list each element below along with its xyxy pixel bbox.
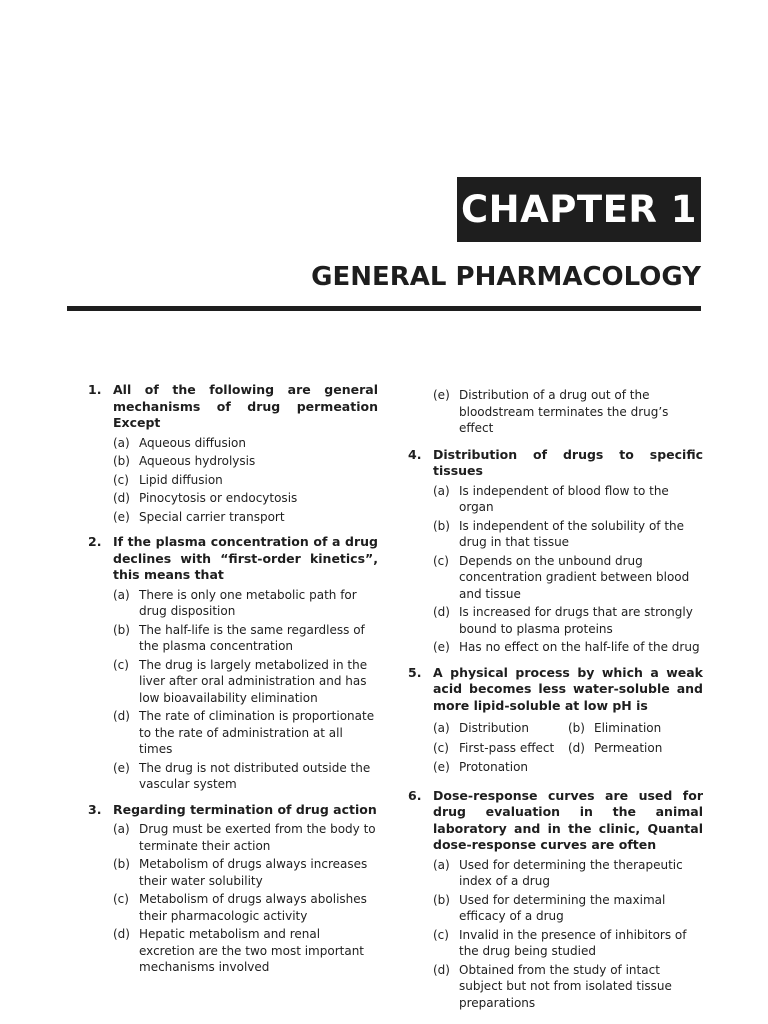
option-text: Metabolism of drugs always increases their water solubility xyxy=(139,857,368,888)
option-letter: (a) xyxy=(113,587,130,602)
chapter-label: CHAPTER 1 xyxy=(457,177,701,242)
option xyxy=(433,962,703,1012)
option-text: The half-life is the same regardless of the plasma concentration xyxy=(139,622,365,653)
option-text: Aqueous diffusion xyxy=(139,435,246,450)
option xyxy=(113,657,378,707)
option-letter: (d) xyxy=(113,709,130,723)
option-letter: (a) xyxy=(433,857,450,872)
option xyxy=(113,760,378,793)
option-text: Metabolism of drugs always abolishes their pharmacologic activity xyxy=(139,892,367,923)
option xyxy=(433,553,703,603)
section-title: GENERAL PHARMACOLOGY xyxy=(311,262,701,292)
question-number: 6. xyxy=(408,787,422,803)
option xyxy=(433,927,703,960)
option-text: Is independent of blood flow to the organ xyxy=(459,483,669,514)
option-letter: (d) xyxy=(568,740,585,755)
option-text: Elimination xyxy=(594,721,662,735)
option xyxy=(113,490,378,507)
option-letter: (b) xyxy=(433,518,450,533)
option xyxy=(433,857,703,890)
option xyxy=(433,740,568,757)
option xyxy=(113,453,378,470)
option-letter: (a) xyxy=(113,435,130,450)
option-text: Distribution of a drug out of the bloodstream terminates the drug’s effect xyxy=(459,388,669,435)
option xyxy=(433,604,703,637)
option-text: Invalid in the presence of inhibitors of the drug being studied xyxy=(459,927,687,958)
option-text: The rate of climination is proportionate to the rate of administration at all times xyxy=(139,709,375,756)
option-letter: (e) xyxy=(113,509,130,524)
option xyxy=(113,622,378,655)
question-number: 4. xyxy=(408,446,422,462)
question-number: 1. xyxy=(88,382,102,397)
option-letter: (d) xyxy=(433,605,450,619)
option-text: Protonation xyxy=(459,760,529,774)
option-text: Is increased for drugs that are strongly bound to plasma proteins xyxy=(459,605,693,636)
question-number: 5. xyxy=(408,664,422,680)
question-text: A physical process by which a weak acid becomes less water-soluble and more lipid-soluble at low pH is xyxy=(433,664,703,713)
option xyxy=(113,891,378,924)
option xyxy=(433,892,703,925)
question-5 xyxy=(408,665,703,779)
option-letter: (d) xyxy=(433,962,450,977)
option-letter: (b) xyxy=(433,892,450,907)
option-text: Pinocytosis or endocytosis xyxy=(139,491,298,505)
question-3-continued xyxy=(408,387,703,437)
option xyxy=(433,720,568,737)
option-letter: (e) xyxy=(113,760,130,775)
option-letter: (c) xyxy=(433,927,449,942)
option-text: The drug is largely metabolized in the liver after oral administration and has low bioavailability elimination xyxy=(139,657,368,705)
option-text: Distribution xyxy=(459,721,530,735)
option xyxy=(113,708,378,758)
option-letter: (c) xyxy=(113,657,129,672)
option-text: The drug is not distributed outside the vascular system xyxy=(139,760,371,791)
question-4 xyxy=(408,447,703,656)
question-text: Distribution of drugs to specific tissues xyxy=(433,446,703,478)
option-letter: (a) xyxy=(433,721,450,735)
question-text: If the plasma concentration of a drug declines with “first-order kinetics”, this means that xyxy=(113,534,378,582)
question-6 xyxy=(408,788,703,1012)
option-letter: (c) xyxy=(433,553,449,568)
option-letter: (b) xyxy=(568,721,585,735)
question-number: 3. xyxy=(88,801,102,817)
option-text: Is independent of the solubility of the drug in that tissue xyxy=(459,518,685,549)
option-text: Has no effect on the half-life of the drug xyxy=(459,640,700,654)
option-letter: (e) xyxy=(433,760,450,774)
option xyxy=(113,435,378,452)
question-2 xyxy=(88,534,378,793)
option xyxy=(113,472,378,489)
option-letter: (d) xyxy=(113,927,130,941)
question-number: 2. xyxy=(88,534,102,549)
question-text: All of the following are general mechanisms of drug permeation Except xyxy=(113,382,378,430)
option-text: Permeation xyxy=(594,740,663,755)
option-text: Hepatic metabolism and renal excretion are the two most important mechanisms involved xyxy=(139,927,365,974)
right-column xyxy=(408,384,703,1020)
option-text: Obtained from the study of intact subject but not from isolated tissue preparations xyxy=(459,962,672,1010)
option-letter: (b) xyxy=(113,857,130,871)
option xyxy=(433,387,703,437)
option-letter: (c) xyxy=(113,472,129,487)
option-letter: (c) xyxy=(113,892,129,906)
option xyxy=(113,821,378,854)
option xyxy=(568,720,703,737)
option xyxy=(113,509,378,526)
option-text: Used for determining the maximal efficacy of a drug xyxy=(459,892,666,923)
option-text: Lipid diffusion xyxy=(139,472,223,487)
option-text: There is only one metabolic path for drug disposition xyxy=(139,587,357,618)
option-letter: (b) xyxy=(113,622,130,637)
question-text: Dose-response curves are used for drug evaluation in the animal laboratory and in the clinic, Quantal dose-response curves are often xyxy=(433,787,703,852)
option xyxy=(433,518,703,551)
option-letter: (a) xyxy=(433,483,450,498)
option xyxy=(433,483,703,516)
option xyxy=(433,639,703,656)
option xyxy=(568,740,703,757)
option-letter: (a) xyxy=(113,822,130,836)
option-text: First-pass effect xyxy=(459,740,555,755)
option-letter: (d) xyxy=(113,491,130,505)
option xyxy=(113,587,378,620)
left-column xyxy=(88,382,378,985)
title-divider xyxy=(67,306,701,311)
option xyxy=(113,856,378,889)
option-letter: (b) xyxy=(113,454,130,468)
question-1 xyxy=(88,382,378,525)
option-letter: (e) xyxy=(433,388,450,402)
option-letter: (e) xyxy=(433,640,450,654)
option-text: Drug must be exerted from the body to terminate their action xyxy=(139,822,376,853)
option-text: Special carrier transport xyxy=(139,509,285,524)
question-3 xyxy=(88,802,378,976)
option-letter: (c) xyxy=(433,740,449,755)
option xyxy=(113,926,378,976)
question-text: Regarding termination of drug action xyxy=(113,801,377,817)
option xyxy=(433,759,568,776)
option-text: Used for determining the therapeutic index of a drug xyxy=(459,857,683,888)
option-text: Aqueous hydrolysis xyxy=(139,454,256,468)
option-text: Depends on the unbound drug concentration gradient between blood and tissue xyxy=(459,553,690,601)
